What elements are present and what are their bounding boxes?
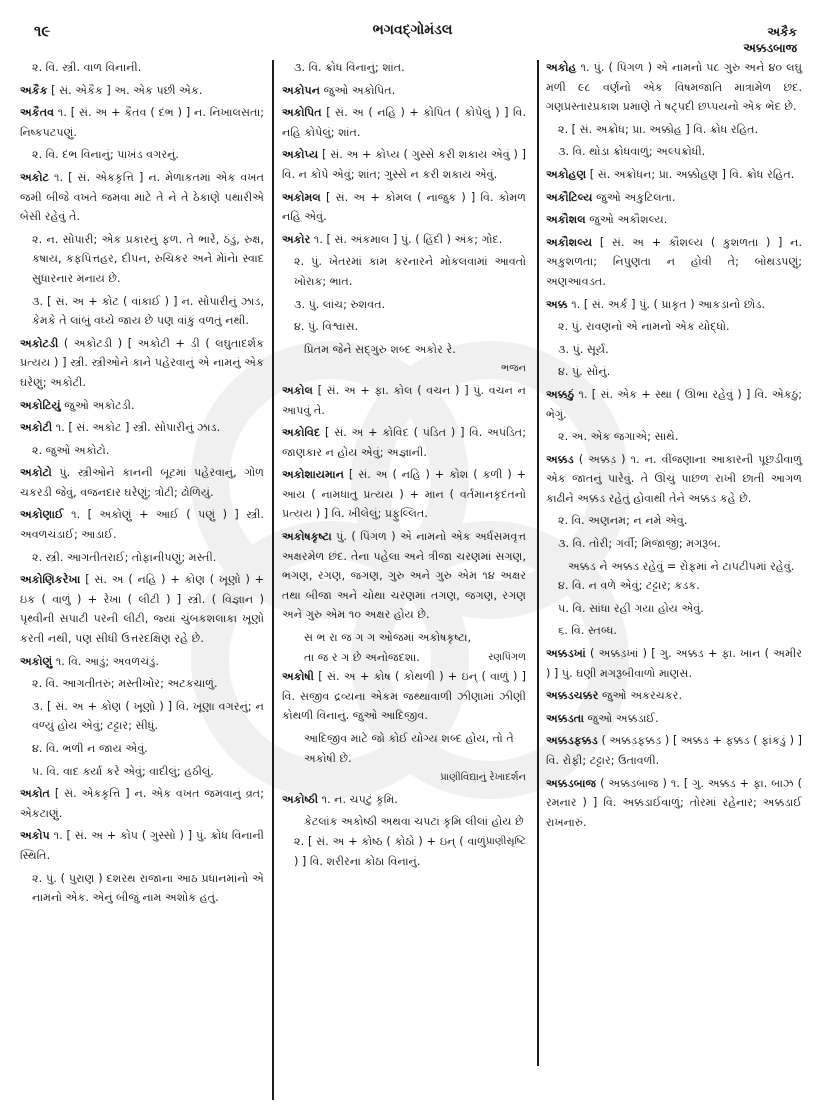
definition-text: [ સં. અ ( નહિ ) + કોપિત ( કોપેલું ) ] વિ. નહિ કોપેલું; શાંત. [282, 106, 526, 139]
headword: અકોપ્ય [282, 148, 319, 162]
definition-text: ૧. વિ. આડું; અવળચંડું. [52, 654, 159, 668]
headword: અક્કડખાં [546, 647, 586, 661]
citation-quote: આદિજીવ માટે જો કોઈ યોગ્ય શબ્દ હોય, તો તે અકોષી છે. [304, 732, 514, 765]
headword: અકોર [282, 232, 311, 246]
dictionary-entry [282, 230, 526, 250]
definition-text: ૧. [ સં. અ + કોપ ( ગુસ્સો ) ] પું. ક્રોધ વિનાની સ્થિતિ. [20, 829, 264, 862]
headword: અકોપિત [282, 106, 322, 120]
definition-text: ૧. [ સં. અર્ક ] પું. ( પ્રાકૃત ) આકડાનો છોડ. [567, 297, 766, 311]
definition-text: [ સં. અ + કોવિદ ( પંડિત ) ] વિ. અપંડિત; જાણકાર ન હોય એવું; અજ્ઞાની. [282, 426, 526, 459]
headword: અકૈક [20, 83, 48, 97]
definition-text: પું. સ્ત્રીઓને કાનની બૂટમાં પહેરવાનું, ગોળ ચકરડી જેવું, વજનદાર ઘરેણું; ત્રોટી; ઢોળિયું. [20, 466, 264, 499]
headword: અકોશાયમાન [282, 468, 345, 482]
definition-text: ( અક્કડ઼ફક્કડ઼ ) [ અક્કડ + ફક્કડ ( ફાંકડું ) ] વિ. રોફી; ટટ્ટાર; ઉતાવળી. [546, 734, 802, 767]
sense-definition: ૨. વિ. દંભ વિનાનું; પાખંડ વગરનું. [32, 148, 179, 162]
dictionary-entry [546, 210, 802, 230]
headword: અકોટો [20, 466, 52, 480]
dictionary-entry [546, 731, 802, 770]
dictionary-entry [546, 709, 802, 729]
guide-word-first: અકૈક [767, 25, 797, 39]
citation-quote: પ્રિતમ જેને સદ્‌ગુરુ શબ્દ અકોર રે. [304, 342, 456, 356]
dictionary-entry [546, 450, 802, 509]
definition-text: જુઓ અકરચકર. [598, 689, 683, 703]
dictionary-entry [20, 396, 264, 416]
sense-definition: ૨. પું. ( પુરાણ ) દશરથ રાજાના આઠ પ્રધાનમાંનો એ નામનો એક. એનું બીજું નામ અશોક હતું. [32, 871, 264, 905]
definition-text: [ સં. અ + કોષ ( કોથળી ) + ઇન્ ( વાળું ) ] વિ. સજીવ દ્રવ્યના એકમ જથ્થાવાળી ઝીણામાં ઝીણી કોથળી વિનાનું. જુઓ આદિજીવ. [282, 670, 526, 723]
dictionary-entry [282, 145, 526, 184]
citation-source: પ્રાણીવિદ્યાનું રેખાદર્શન [440, 772, 526, 784]
dictionary-entry [282, 103, 526, 142]
dictionary-entry [546, 385, 802, 424]
column-1 [20, 58, 264, 911]
headword: અકોણું [20, 654, 53, 668]
citation-text: કેટલાંક અકોષ્ઠી અથવા ચપટાં કૃમિ લીલાં હોય છે [304, 815, 524, 829]
dictionary-entry [20, 505, 264, 544]
dictionary-entry [20, 826, 264, 865]
headword: અક્ક [546, 297, 568, 311]
definition-text: ૧. [ સં. એક + સ્થા ( ઊભા રહેવું ) ] વિ. એકઠું; ભેગું. [546, 387, 802, 421]
definition-text: [ સં. એકકૃત્તિ ] ન. એક વખત જમવાનું વ્રત; એકટાણું. [20, 787, 264, 820]
headword: અકોપન [282, 83, 321, 97]
citation-quote [304, 648, 526, 668]
dictionary-entry [546, 165, 802, 185]
dictionary-entry [282, 527, 526, 625]
dictionary-entry [20, 168, 264, 227]
sense-definition: ૨. સ્ત્રી. આગતીતરાઈ; તોફાનીપણું; મસ્તી. [32, 550, 217, 564]
sense-definition: ૨. અ. એક જગાએ; સાથે. [558, 430, 679, 444]
headword: અકોપ [20, 829, 50, 843]
citation-source: પ્રાણીસૃષ્ટિ [485, 835, 526, 847]
column-divider [272, 60, 274, 1100]
headword: અકોટિયું [20, 398, 61, 412]
definition-text: ૧. ન. ચપટું કૃમિ. [318, 792, 398, 806]
dictionary-entry [20, 570, 264, 648]
definition-text: પું. ( પિંગળ ) એ નામનો એક અર્ધસમવૃત્ત અક્ષરમેળ છંદ. તેના પહેલા અને ત્રીજા ચરણમાં સગણ, ભગણ, રગણ, જગણ, ગુરુ અને ગુરુ એમ ૧૪ અક્ષર તથા બીજા અને ચોથા ચરણમાં તગણ, જગણ, રગણ અને ગુરુ એમ ૧૦ અક્ષર હોય છે. [282, 530, 526, 622]
headword: અક્કડ [546, 452, 574, 466]
headword: અકૈતવ [20, 106, 55, 120]
citation-source: રણપિંગળ [488, 651, 526, 663]
sense-definition: ૨. પું. ખેતરમાં કામ કરનારને મોકલવામાં આવતો ખોરાક; ભાત. [294, 255, 526, 288]
dictionary-entry [546, 58, 802, 117]
dictionary-entry [282, 667, 526, 726]
headword: અકોષી [282, 670, 314, 684]
dictionary-entry [546, 188, 802, 208]
definition-text: જુઓ અકુટિલતા. [592, 190, 676, 204]
definition-text: ૧. [ સં. એકકૃત્તિ ] ન. મેળાકતમાં એક વખત જમી બીજે વખતે જમવા માટે તે ને તે ઠેકાણે પથારીએ બેસી રહેવું તે. [20, 170, 264, 224]
dictionary-entry [20, 334, 264, 393]
page-number: ૧૯ [34, 22, 51, 40]
headword: અકોહણ [546, 167, 587, 181]
sense-definition: ૨. વિ. અણનમ; ન નમે એવું. [558, 514, 688, 528]
sense-definition: ૪. પું. વિશ્વાસ. [294, 320, 359, 334]
headword: અકોષ્ઠી [282, 792, 319, 806]
dictionary-entry [546, 295, 802, 315]
sense-definition: ૨. વિ. સ્ત્રી. વાળ વિનાની. [32, 61, 142, 74]
definition-text: [ સં. અ ( નહિ ) + કોણ ( ખૂણો ) + ઇક ( વાળું ) + રેખા ( લીટી ) ] સ્ત્રી. ( વિજ્ઞાન ) પૃથ્વીની સપાટી પરની લીટી, જ્યાં ચુંબકશલાકા ખૂણો કરતી નથી, પણ સીધી ઉત્તરદક્ષિણ રહે છે. [20, 573, 264, 646]
citation-quote: સ ભ રા જ ગ ગ ઓજમાં અકોષકૃષ્ટા, [304, 631, 472, 645]
dictionary-entry [546, 233, 802, 292]
guide-word-last: અક્કડબાજ [743, 41, 797, 55]
definition-text: [ સં. અ + કોમલ ( નાજુક ) ] વિ. કોમળ નહિ એવું. [282, 190, 526, 224]
definition-text: ૧. [ અકોણું + આઈ ( પણું ) ] સ્ત્રી. અવળચંડાઈ; આડાઈ. [20, 508, 264, 542]
column-3 [546, 58, 802, 835]
dictionary-entry [546, 686, 802, 706]
definition-text: ૧. [ સં. અંકમાલ ] પું. ( હિંદી ) અંક; ગોદ. [310, 232, 503, 246]
sense-definition: ૨. [ સં. અ + કોષ્ઠ ( કોઠો ) + ઇન્ ( વાળું ) ] વિ. શરીરના કોઠા વિનાનું. [294, 834, 486, 868]
definition-text: ( અકોટડી ) [ અકોટી + ડી ( લઘુતાદર્શક પ્રત્યય ) ] સ્ત્રી. સ્ત્રીઓને કાને પહેરવાનું એ નામનું એક ઘરેણું; અકોટી. [20, 336, 264, 389]
headword: અકોલ [282, 383, 313, 397]
dictionary-entry [20, 418, 264, 438]
sense-definition: ૩. [ સં. અ + કોટ ( વાંકાઈ ) ] ન. સોપારીનું ઝાડ, કેમકે તે લાંબું વધ્યે જાય છે પણ વાંકું વળતું નથી. [32, 294, 264, 328]
sense-definition: ૩. પું. લાંચ; રુશવત. [294, 297, 386, 311]
dictionary-entry [20, 652, 264, 672]
dictionary-entry [20, 81, 264, 101]
headword: અકોમલ [282, 190, 321, 204]
sense-definition: ૩. વિ. તોરી; ગર્વી; મિજાજી; મગરૂબ. [558, 537, 721, 551]
dictionary-entry [546, 644, 802, 683]
dictionary-entry [282, 188, 526, 227]
headword: અક્કડતા [546, 711, 584, 725]
sense-definition: ૩. [ સં. અ + કોણ ( ખૂણો ) ] વિ. ખૂણા વગરનું; ન વળ્યું હોય એવું; ટટ્ટાર; સીધું. [32, 699, 264, 733]
guide-words [743, 24, 797, 56]
dictionary-columns [0, 58, 825, 1120]
headword: અકોત [20, 787, 50, 801]
sense-definition: ૨. જુઓ અકોટો. [32, 443, 110, 457]
definition-text: [ સં. અ + ફા. કોલ ( વચન ) ] પું. વચન ન આપવું તે. [282, 383, 526, 417]
sense-definition: ૨. [ સં. અક્રોધ; પ્રા. અક્કોહ ] વિ. ક્રોધ રહિત. [558, 122, 759, 136]
headword: અક્કડફક્કડ [546, 734, 598, 748]
column-2 [282, 58, 526, 874]
headword: અકોટ [20, 170, 50, 184]
headword: અકોવિદ [282, 426, 321, 440]
sense-definition: ૨. ન. સોપારી; એક પ્રકારનું ફળ. તે ભારે, ઠંડું, રુક્ષ, કષાય, કફપિત્તહર, દીપન, રુચિકર અને મેાંનેા સ્વાદ સુધારનાર મનાય છે. [32, 232, 264, 285]
dictionary-entry [282, 465, 526, 524]
headword: અકૌટિલ્ય [546, 190, 593, 204]
headword: અકોટી [20, 421, 53, 435]
dictionary-entry [282, 81, 526, 101]
book-title: ભગવદ્ગોમંડલ [372, 22, 453, 38]
sense-definition: ૪. વિ. ભળી ન જાય એવું. [32, 742, 148, 755]
definition-text: ૧. પું. ( પિંગળ ) એ નામનો ૫૮ ગુરુ અને ૪૦ લઘુ મળી ૯૮ વર્ણનો એક વિષમજાતિ માત્રામેળ છંદ. ગણપ્રસ્તારપ્રકાશ પ્રમાણે તે ષટ્પદી છપ્પયનો એક ભેદ છે. [546, 61, 802, 114]
dictionary-entry [20, 784, 264, 823]
dictionary-entry [282, 381, 526, 420]
definition-text: જુઓ અકોટડી. [60, 398, 135, 412]
page-header [0, 0, 825, 56]
sense-definition: ૩. વિ. થોડા ક્રોધવાળું; અલ્પક્રોધી. [558, 145, 706, 159]
definition-text: ૧. [ સં. અ + કૈતવ ( દંભ ) ] ન. નિખાલસતા; નિષ્કપટપણું. [20, 106, 264, 139]
headword: અકોણિકરેખા [20, 573, 81, 587]
definition-text: [ સં. એકૈક ] અ. એક પછી એક. [47, 83, 203, 97]
sense-definition: ૩. પું. સૂર્ય. [558, 342, 609, 356]
citation-text: તા જ ર ગ છે અનોજદશા. [304, 650, 420, 664]
headword: અકૌશલ [546, 213, 586, 227]
sense-definition: ૪. પું. સોનું. [558, 365, 611, 379]
definition-text: ( અક્કડ઼ ) ૧. ન. વીંજણાના આકારની પૂછડીવાળું એક જાતનું પારેવું. તે ઊંચું પાછળ રાખી છાતી આગળ કાઢીને અક્કડ રહેતું હોવાથી તેને અક્કડ કહે છે. [546, 452, 802, 505]
dictionary-entry [20, 463, 264, 502]
definition-text: ( અક્કડ઼ખાં ) [ ગુ. અક્કડ + ફા. ખાન ( અમીર ) ] પું. ઘણી મગરૂબીવાળો માણસ. [546, 647, 802, 680]
definition-text: [ સં. અ + કોપ્ય ( ગુસ્સે કરી શકાય એવું ) ] વિ. ન કોપે એવું; શાંત; ગુસ્સે ન કરી શકાય એવું. [282, 148, 526, 181]
sense-definition: ૨. વિ. આગતીતરું; મસ્તીખોર; અટકચાળું. [32, 677, 218, 691]
sense-definition: ૬. વિ. સ્તબ્ધ. [558, 624, 617, 638]
sense-definition: ૫. વિ. સાંધા રહી ગયા હોય એવું. [558, 601, 704, 615]
dictionary-entry [282, 790, 526, 810]
headword: અકૌશલ્ય [546, 235, 593, 249]
sense-definition: ૨. પું. રાવણનો એ નામનો એક યોદ્ધો. [558, 320, 730, 334]
sense-definition: ૪. વિ. ન વળે એવું; ટટ્ટાર; કડક. [558, 579, 700, 593]
definition-text: [ સં. અ ( નહિ ) + કોશ ( કળી ) + આય ( નામધાતુ પ્રત્યય ) + માન ( વર્તમાનકૃદંતનો પ્રત્યય ) ] વિ. ખીલેલું; પ્રફુલ્લિત. [282, 468, 526, 521]
headword: અક્કડબાજ [546, 776, 597, 790]
dictionary-entry [282, 423, 526, 462]
sense-definition: ૫. વિ. વાદ કર્યા કરે એવું; વાદીલું; હઠીલું. [32, 764, 214, 778]
dictionary-entry [546, 774, 802, 833]
definition-text: [ સં. અક્રોધન; પ્રા. અક્કોહણ ] વિ. ક્રોધ રહિત. [586, 167, 795, 181]
column-divider [537, 60, 539, 1066]
definition-text: [ સં. અ + કૌશલ્ય ( કુશળતા ) ] ન. અકુશળતા; નિપુણતા ન હોવી તે; બોથડપણું; અણઆવડત. [546, 235, 802, 288]
headword: અકોહ [546, 61, 577, 74]
dictionary-entry [20, 103, 264, 142]
headword: અકોટડી [20, 336, 59, 350]
citation-source: ભજન [501, 363, 526, 375]
headword: અકોષકૃષ્ટા [282, 530, 332, 544]
definition-text: જુઓ અકોપિત. [320, 83, 396, 97]
headword: અકોણાઈ [20, 508, 64, 522]
definition-text: જુઓ અકૌશલ્ય. [585, 213, 668, 227]
definition-text: જુઓ અક્કડાઈ. [583, 711, 659, 725]
citation-quote: અક્કડ ને અક્કડ રહેવું = રોફમાં ને ટાપટીપમાં રહેવું. [568, 559, 795, 573]
definition-text: ( અક્કડ઼બાજ ) ૧. [ ગુ. અક્કડ + ફા. બાઝ ( રમનાર ) ] વિ. અક્કડાઈવાળું; તોરમાં રહેનાર; અક્કડાઈ રાખનારું. [546, 776, 802, 829]
definition-text: ૧. [ સં. અકોટ ] સ્ત્રી. સોપારીનું ઝાડ. [52, 421, 221, 435]
sense-definition: ૩. વિ. ક્રોધ વિનાનું; શાંત. [294, 61, 405, 74]
headword: અક્કઠું [546, 387, 575, 401]
headword: અક્કડચક્કર [546, 689, 599, 703]
citation-quote [304, 812, 526, 847]
